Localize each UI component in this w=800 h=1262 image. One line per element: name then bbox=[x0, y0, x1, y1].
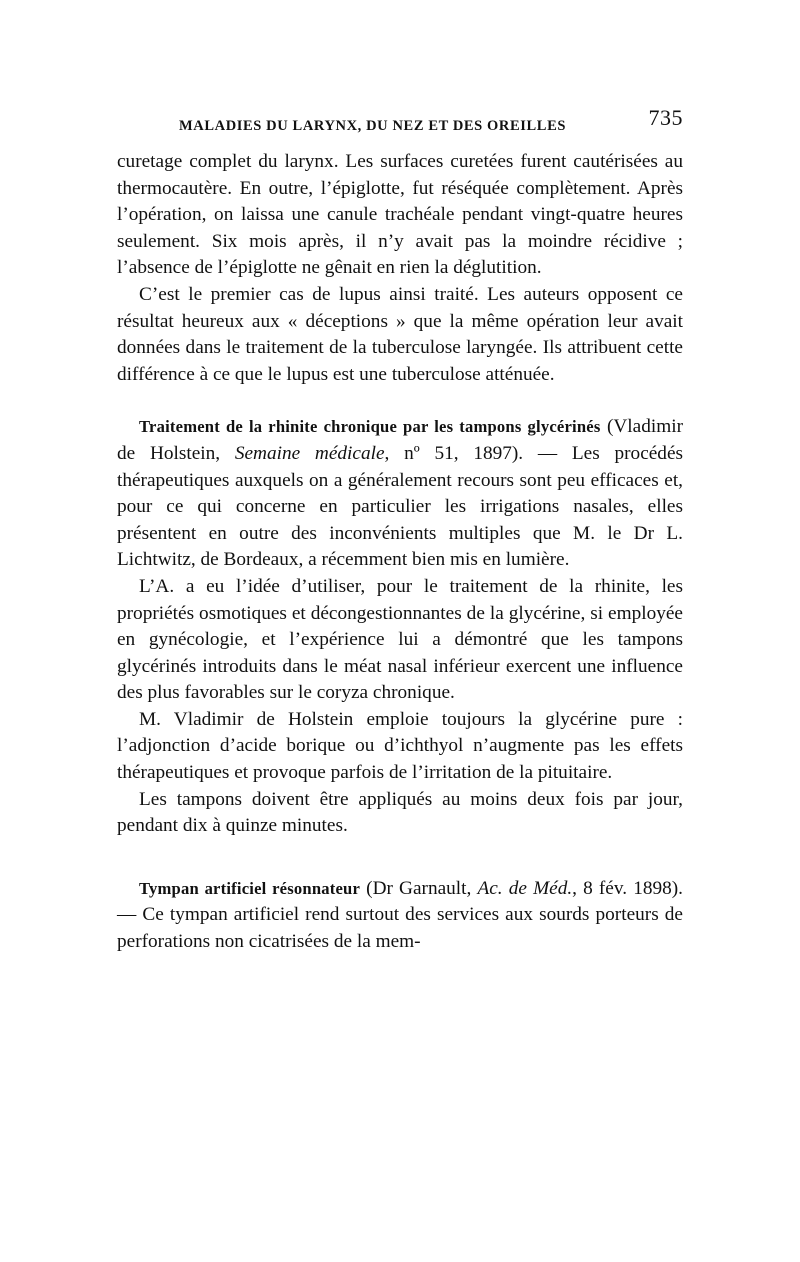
section-rhinite-ref-open: (Vladimir de Holstein, bbox=[117, 416, 683, 464]
intro-paragraph-1: curetage complet du larynx. Les surfaces curetées furent cautérisées au thermocautère. En outre, l’épiglotte, fut réséquée complètement. Après l’opération, on laissa une canule trachéale pendant vingt-quatre heures seulement. Six mois après, il n’y avait pas la moindre récidive ; l’absence de l’épiglotte ne gênait en rien la déglutition. bbox=[117, 151, 683, 279]
section-tympan-text: — Ce tympan artificiel rend surtout des services aux sourds porteurs de perforations non cicatrisées de la mem- bbox=[117, 904, 683, 953]
section-title-rhinite: Traitement de la rhinite chronique par les tampons glycérinés bbox=[139, 417, 601, 437]
section-spacer bbox=[117, 840, 683, 876]
section-rhinite-text: — Les procédés thérapeutiques auxquels on a généralement recours sont peu efficaces et, pour ce qui concerne en particulier les irrigations nasales, elles présentent en outre des inconvénients multiples que M. le Dr L. Lichtwitz, de Bordeaux, a récemment bien mis en lumière. bbox=[117, 442, 684, 571]
section-tympan-journal: Ac. de Méd. bbox=[477, 877, 573, 899]
book-page bbox=[117, 105, 683, 956]
section-tympan-ref-open: (Dr Garnault, bbox=[360, 877, 478, 899]
section-rhinite-paragraph-3: M. Vladimir de Holstein emploie toujours la glycérine pure : l’adjonction d’acide borique ou d’ichthyol n’augmente pas les effets thérapeutiques et provoque parfois de l’irritation de la pituitaire. bbox=[117, 708, 683, 784]
section-rhinite-ref-close: , nº 51, 1897). bbox=[384, 442, 524, 464]
section-tympan-ref-close: , 8 fév. 1898). bbox=[572, 877, 684, 899]
section-rhinite-journal: Semaine médicale bbox=[234, 442, 385, 464]
section-rhinite-paragraph-2: L’A. a eu l’idée d’utiliser, pour le traitement de la rhinite, les propriétés osmotiques et décongestionnantes de la glycérine, si employée en gynécologie, et l’expérience lui a démontré que les tampons glycérinés introduits dans le méat nasal inférieur exercent une influence des plus favorables sur le coryza chronique. bbox=[117, 575, 683, 704]
section-rhinite-paragraph-4: Les tampons doivent être appliqués au moins deux fois par jour, pendant dix à quinze minutes. bbox=[117, 788, 683, 837]
section-tympan-lead bbox=[117, 876, 683, 956]
section-spacer bbox=[117, 388, 683, 414]
page-number: 735 bbox=[648, 105, 683, 130]
intro-paragraph-2: C’est le premier cas de lupus ainsi traité. Les auteurs opposent ce résultat heureux aux « déceptions » que la même opération leur avait données dans le traitement de la tuberculose laryngée. Ils attribuent cette différence à ce que le lupus est une tuberculose atténuée. bbox=[117, 283, 683, 385]
section-title-tympan: Tympan artificiel résonnateur bbox=[139, 878, 361, 898]
running-header bbox=[117, 105, 683, 135]
section-rhinite-lead bbox=[117, 414, 683, 574]
running-title: MALADIES DU LARYNX, DU NEZ ET DES OREILLES bbox=[179, 118, 566, 134]
